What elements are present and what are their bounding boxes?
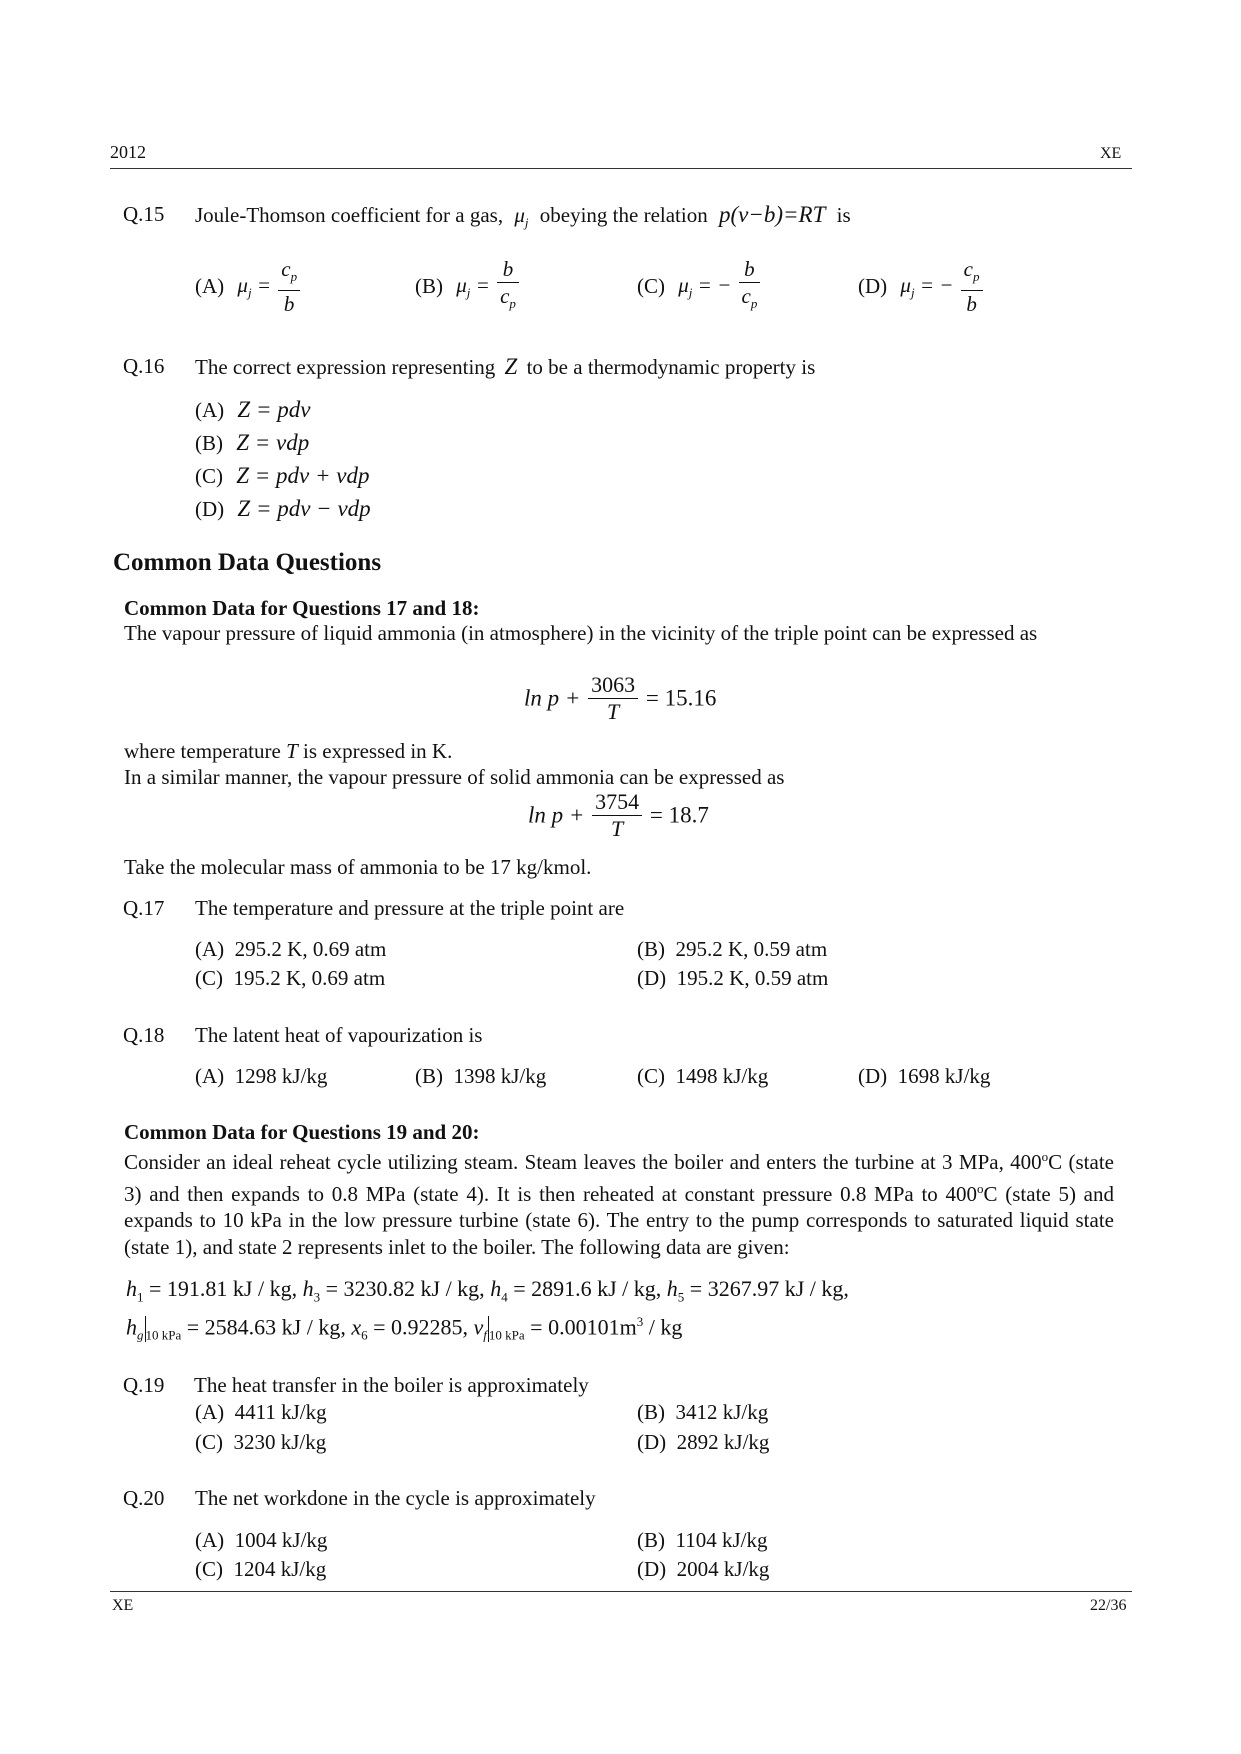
cd1920-heading: Common Data for Questions 19 and 20: (124, 1120, 480, 1144)
q20-option-b[interactable]: (B) 1104 kJ/kg (637, 1528, 768, 1552)
cd1718-solid-note: In a similar manner, the vapour pressure of solid ammonia can be expressed as (124, 765, 785, 789)
q18-text: The latent heat of vapourization is (195, 1023, 483, 1047)
q19-text: The heat transfer in the boiler is approximately (194, 1373, 589, 1397)
q15-number: Q.15 (123, 202, 165, 226)
cd1718-equation-1: ln p + $\frac{3063}{T}$ = 15.16 (524, 672, 717, 724)
q16-option-a[interactable]: (A) Z = pdv (195, 397, 311, 422)
cd1718-paragraph: The vapour pressure of liquid ammonia (in atmosphere) in the vicinity of the triple point can be expressed as (124, 621, 1038, 645)
q20-option-a[interactable]: (A) 1004 kJ/kg (195, 1528, 328, 1552)
q16-number: Q.16 (123, 354, 165, 378)
cd1718-molecular-mass: Take the molecular mass of ammonia to be 17 kg/kmol. (124, 855, 592, 879)
q15-option-a[interactable]: (A) $\mu_j$ = $\frac{c_p}{b}$ (195, 256, 302, 317)
cd1920-paragraph: Consider an ideal reheat cycle utilizing steam. Steam leaves the boiler and enters the turbine at 3 MPa, 400$^o$C (state 3) and then expands to 0.8 MPa (state 4). It is then reheated at constant pressure 0.8 MPa to 400$^o$C (state 5) and expands to 10 kPa in the low pressure turbine (state 6). The entry to the pump corresponds to saturated liquid state (state 1), and state 2 represents inlet to the boiler. The following data are given: (124, 1149, 1115, 1259)
q16-option-c[interactable]: (C) Z = pdv + vdp (195, 463, 370, 488)
q15-text: Joule-Thomson coefficient for a gas, $\mu_j$ obeying the relation p(v−b)=RT is (195, 202, 851, 231)
q17-option-c[interactable]: (C) 195.2 K, 0.69 atm (195, 966, 386, 990)
q17-text: The temperature and pressure at the triple point are (195, 896, 625, 920)
q18-option-d[interactable]: (D) 1698 kJ/kg (858, 1064, 991, 1088)
q16-text: The correct expression representing Z to be a thermodynamic property is (195, 354, 816, 379)
footer-code: XE (112, 1597, 134, 1614)
q18-number: Q.18 (123, 1023, 165, 1047)
footer-rule (110, 1591, 1132, 1592)
q19-option-a[interactable]: (A) 4411 kJ/kg (195, 1400, 327, 1424)
q18-option-a[interactable]: (A) 1298 kJ/kg (195, 1064, 328, 1088)
q15-option-c[interactable]: (C) $\mu_j$ = − $\frac{b}{c_p}$ (637, 256, 762, 317)
q17-option-d[interactable]: (D) 195.2 K, 0.59 atm (637, 966, 829, 990)
q19-option-b[interactable]: (B) 3412 kJ/kg (637, 1400, 769, 1424)
q15-option-b[interactable]: (B) $\mu_j$ = $\frac{b}{c_p}$ (415, 256, 521, 317)
section-title: Common Data Questions (113, 549, 382, 576)
q19-option-d[interactable]: (D) 2892 kJ/kg (637, 1430, 770, 1454)
q17-option-a[interactable]: (A) 295.2 K, 0.69 atm (195, 937, 387, 961)
q15-relation: p(v−b)=RT (718, 202, 826, 227)
cd1718-temp-note: where temperature T is expressed in K. (124, 739, 453, 763)
q20-option-d[interactable]: (D) 2004 kJ/kg (637, 1557, 770, 1581)
q17-number: Q.17 (123, 896, 165, 920)
header-year: 2012 (110, 142, 146, 162)
q20-number: Q.20 (123, 1486, 165, 1510)
header-rule (110, 168, 1132, 169)
cd1718-heading: Common Data for Questions 17 and 18: (124, 596, 480, 620)
q19-option-c[interactable]: (C) 3230 kJ/kg (195, 1430, 327, 1454)
q18-option-b[interactable]: (B) 1398 kJ/kg (415, 1064, 547, 1088)
q19-number: Q.19 (123, 1373, 165, 1397)
q16-option-b[interactable]: (B) Z = vdp (195, 430, 310, 455)
cd1920-enthalpy-data: $h_1 = 191.81$ kJ / kg, $h_3 = 3230.82$ kJ / kg, $h_4 = 2891.6$ kJ / kg, $h_5 = 3267.97$ kJ / kg, (126, 1276, 849, 1305)
page-number: 22/36 (1090, 1597, 1127, 1614)
q20-option-c[interactable]: (C) 1204 kJ/kg (195, 1557, 327, 1581)
header-code: XE (1100, 145, 1122, 162)
cd1920-property-data: $h_g$ $_{10 kPa}$ = 2584.63 kJ / kg, $x_6 = 0.92285$, $v_f$ $_{10 kPa} = 0.00101m^3$ / kg (126, 1314, 683, 1343)
q16-option-d[interactable]: (D) Z = pdv − vdp (195, 496, 371, 521)
q18-option-c[interactable]: (C) 1498 kJ/kg (637, 1064, 769, 1088)
q15-option-d[interactable]: (D) $\mu_j$ = − $\frac{c_p}{b}$ (858, 256, 985, 317)
q20-text: The net workdone in the cycle is approximately (195, 1486, 596, 1510)
q17-option-b[interactable]: (B) 295.2 K, 0.59 atm (637, 937, 828, 961)
cd1718-equation-2: ln p + $\frac{3754}{T}$ = 18.7 (528, 789, 709, 841)
